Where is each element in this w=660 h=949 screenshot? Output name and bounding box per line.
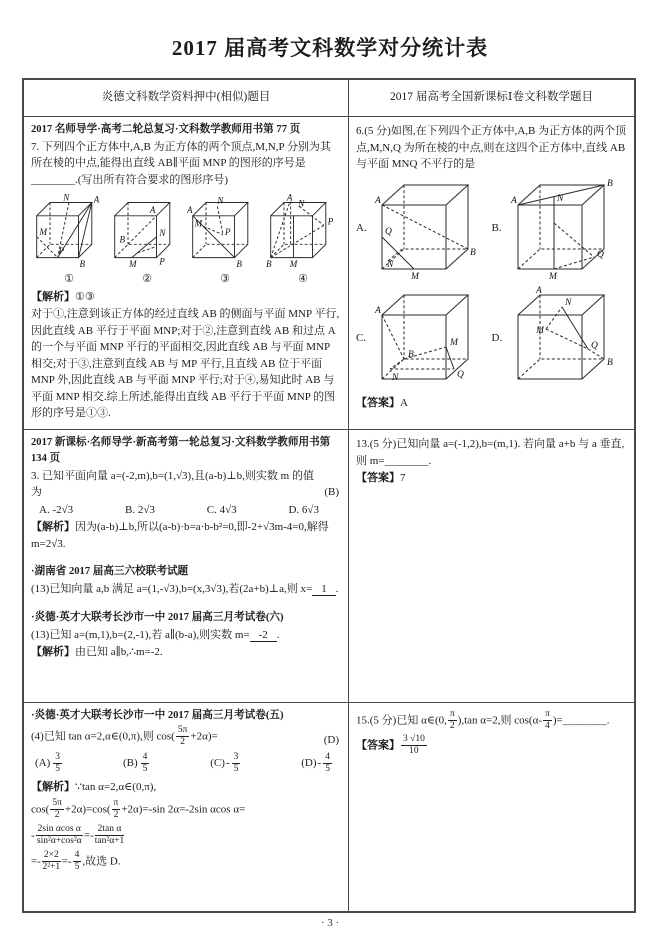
point-label-a: A — [187, 205, 193, 216]
cube-figure-1 — [31, 191, 107, 288]
cube-b-svg — [510, 175, 622, 283]
choice-label: (A) — [35, 757, 51, 770]
problem-text: 7. 下列四个正方体中,A,B 为正方体的两个顶点,M,N,P 分别为其所在棱的中点,能得出直线 AB∥平面 MNP 的图形的序号是________.(写出所有符合要求的图形序号) — [31, 140, 331, 186]
point-label-b: B — [470, 247, 476, 258]
fraction — [50, 798, 64, 822]
choice-c: C. 4√3 — [206, 503, 237, 516]
option-label-b: B. — [491, 222, 502, 235]
fraction — [42, 850, 61, 874]
figure-caption-4: ④ — [298, 273, 308, 286]
point-label-m: M — [535, 325, 544, 336]
answer-value: 7 — [400, 472, 406, 484]
point-label-n: N — [387, 259, 394, 270]
point-label-b: B — [606, 357, 613, 368]
answer-label: 【答案】 — [356, 739, 400, 752]
problem-answer-letter: (D) — [323, 734, 339, 747]
point-label-n: N — [159, 228, 166, 239]
point-label-b: B — [606, 178, 613, 189]
sub2-analysis-body: 由已知 a∥b,∴m=-2. — [75, 646, 163, 659]
choices-row — [31, 750, 341, 778]
analysis-label: 【解析】 — [31, 521, 75, 534]
frac-num: π — [112, 798, 121, 810]
problem-text — [356, 709, 627, 733]
problem-text: 6.(5 分)如图,在下列四个正方体中,A,B 为正方体的两个顶点,M,N,Q 为所在棱的中点,则在这四个正方体中,直线 AB 与平面 MNQ 不平行的是 — [356, 125, 627, 170]
cube-figure-2 — [109, 191, 185, 288]
frac-den: 5 — [55, 764, 61, 775]
answer-fraction — [401, 734, 427, 758]
point-label-m: M — [194, 218, 203, 229]
source-line: 2017 名师导学·高考二轮总复习·文科数学教师用书第 77 页 — [31, 124, 301, 135]
frac-den: 2 — [180, 737, 185, 748]
p2: ),tan α=2,则 cos(α- — [457, 714, 543, 727]
sub-analysis-2 — [31, 644, 341, 661]
cube-3-svg — [187, 191, 263, 271]
choice-c — [210, 752, 241, 776]
point-label-n: N — [564, 297, 571, 308]
analysis-label: 【解析】 — [31, 290, 75, 303]
point-label-q: Q — [457, 369, 464, 380]
fraction — [176, 725, 190, 749]
a4-pre: =- — [31, 854, 41, 867]
point-label-n: N — [392, 372, 399, 383]
cube-c-lines — [382, 315, 454, 369]
cell-row1-left — [24, 117, 349, 430]
point-label-p: P — [225, 227, 231, 238]
point-label-m: M — [39, 227, 48, 238]
figure-caption-1: ① — [64, 273, 74, 286]
frac-den: 5 — [74, 861, 80, 872]
fraction — [232, 752, 241, 776]
cell-row3-left — [24, 703, 349, 911]
cube-c-svg — [374, 285, 486, 393]
choice-label: (C) — [210, 757, 225, 770]
point-label-n: N — [298, 198, 305, 209]
point-label-m: M — [450, 337, 458, 348]
frac-den: 10 — [409, 746, 419, 757]
frac-den: sin²α+cos²α — [36, 836, 82, 847]
a2-mid: +2α)=cos( — [64, 803, 111, 816]
fraction — [112, 798, 121, 822]
a4-mid: =- — [61, 854, 72, 867]
analysis-line-3 — [31, 824, 341, 848]
frac-num: 4 — [323, 752, 332, 764]
answer-line — [356, 470, 627, 487]
a2-post: +2α)=-sin 2α=-2sin αcos α= — [121, 803, 246, 816]
cube-c-labels — [374, 306, 464, 383]
p-pre: (4)已知 tan α=2,α∈(0,π),则 cos( — [31, 730, 175, 743]
sub2-pre: (13)已知 a=(m,1),b=(2,-1),若 a∥(b-a),则实数 m= — [31, 628, 250, 641]
choice-sign: - — [317, 757, 322, 770]
cell-row2-right — [349, 430, 634, 703]
cube-3-edges — [193, 203, 248, 258]
choice-d: D. 6√3 — [288, 503, 319, 516]
frac-den: 2²+1 — [42, 861, 61, 872]
analysis-label: 【解析】 — [31, 781, 75, 794]
sub2-blank-value: -2 — [250, 629, 277, 642]
cube-figure-4 — [265, 191, 341, 288]
frac-den: 2 — [54, 810, 60, 821]
analysis-label: 【解析】 — [31, 646, 75, 659]
fraction — [141, 752, 150, 776]
option-cube-grid — [356, 175, 627, 393]
frac-num: 3 — [53, 752, 62, 764]
analysis-answer: ①③ — [75, 290, 95, 303]
choice-sign: - — [225, 757, 230, 770]
frac-num: 5π — [176, 725, 190, 737]
option-cube-a — [356, 175, 492, 283]
sub1-pre: (13)已知向量 a,b 满足 a=(1,-√3),b=(x,3√3),若(2a+b)⊥a,则 x= — [31, 583, 313, 596]
option-label-a: A. — [356, 222, 367, 235]
choice-b: B. 2√3 — [125, 503, 155, 516]
choice-label: (D) — [301, 757, 317, 770]
frac-den: tan²α+1 — [94, 836, 125, 847]
choice-a — [35, 752, 63, 776]
sub-problem-1 — [31, 581, 341, 598]
point-label-q: Q — [590, 340, 598, 351]
fraction — [323, 752, 332, 776]
frac-den: 2 — [113, 810, 119, 821]
fraction — [36, 824, 83, 848]
document-table — [22, 78, 636, 913]
sub1-post: . — [335, 583, 339, 596]
cube-a-svg — [374, 175, 486, 283]
cube-2-svg — [109, 191, 185, 271]
cube-2-labels — [119, 205, 166, 269]
frac-num: 4 — [73, 850, 82, 862]
cube-1-svg — [31, 191, 107, 271]
fraction — [448, 709, 457, 733]
cube-4-edges — [271, 203, 326, 258]
analysis-line-4 — [31, 850, 341, 874]
problem-text — [31, 725, 341, 749]
cube-a-lines — [382, 205, 468, 269]
analysis-text — [31, 519, 341, 552]
sub-source-2: ·炎德·英才大联考长沙市一中 2017 届高三月考试卷(六) — [31, 611, 284, 623]
analysis-line-1 — [31, 779, 341, 796]
p-post: +2α)= — [190, 730, 218, 743]
analysis-body: 因为(a-b)⊥b,所以(a-b)·b=a·b-b²=0,即-2+√3m-4=0,解得 m=2√3. — [31, 521, 329, 550]
point-label-p: P — [159, 256, 165, 267]
point-label-b: B — [236, 259, 242, 270]
analysis-head — [31, 289, 341, 306]
problem-answer-letter: (B) — [324, 486, 339, 499]
point-label-q: Q — [385, 226, 392, 237]
option-label-d: D. — [491, 332, 503, 345]
cube-figure-3 — [187, 191, 263, 288]
frac-num: 5π — [50, 798, 64, 810]
col-header-right-text: 2017 届高考全国新课标Ⅰ卷文科数学题目 — [390, 91, 593, 104]
point-label-n: N — [556, 193, 563, 204]
point-label-m: M — [128, 259, 137, 270]
point-label-n: N — [217, 195, 224, 206]
frac-num: 2tan α — [95, 824, 125, 836]
col-header-right — [349, 80, 634, 117]
frac-num: 2sin αcos α — [36, 824, 83, 836]
fraction — [53, 752, 62, 776]
point-label-n: N — [63, 192, 70, 203]
answer-value: A — [400, 396, 408, 409]
figure-caption-3: ③ — [220, 273, 230, 286]
fraction — [95, 824, 125, 848]
answer-line — [356, 734, 627, 758]
frac-den: 5 — [142, 764, 148, 775]
page-number: · 3 · — [320, 917, 340, 929]
point-label-b: B — [265, 259, 272, 270]
fraction — [543, 709, 552, 733]
problem-text — [31, 468, 341, 501]
a2-pre: cos( — [31, 803, 50, 816]
point-label-b: B — [79, 259, 85, 270]
sub2-post: . — [276, 628, 280, 641]
frac-num: 3 — [232, 752, 241, 764]
p1: 15.(5 分)已知 α∈(0, — [356, 714, 447, 727]
option-label-c: C. — [356, 332, 367, 345]
choices-row — [31, 502, 341, 519]
cube-4-svg — [265, 191, 341, 271]
point-label-a: A — [286, 192, 293, 203]
frac-den: 5 — [325, 764, 330, 775]
point-label-a: A — [375, 305, 381, 316]
point-label-a: A — [375, 195, 381, 206]
point-label-m: M — [411, 271, 419, 282]
point-label-b: B — [408, 349, 414, 360]
point-label-m: M — [289, 259, 298, 270]
analysis-text: 对于①,注意到该正方体的经过直线 AB 的侧面与平面 MNP 平行,因此直线 AB 平行于平面 MNP;对于②,注意到直线 AB 和过点 A 的一个与平面 MNP 平行的平面相交,因此直线 AB 与平面 MNP 相交;对于③,注意到直线 AB 与 MP 平行,且直线 AB 位于平面 MNP 外,因此直线 AB 与平面 MNP 平行;对于④,易知此时 AB 与平面 MNP 相交.综上所述,能得出直线 AB 平行于平面 MNP 的图形的序号是①③. — [31, 308, 340, 420]
cube-c-edges — [382, 295, 468, 379]
fraction — [73, 850, 82, 874]
point-label-a: A — [510, 195, 517, 206]
figure-caption-2: ② — [142, 273, 152, 286]
problem-text: 13.(5 分)已知向量 a=(-1,2),b=(m,1). 若向量 a+b 与 a 垂直,则 m=________. — [356, 438, 625, 467]
frac-num: π — [543, 709, 552, 721]
a1-text: ∵tan α=2,α∈(0,π), — [75, 781, 157, 794]
point-label-a: A — [535, 285, 542, 296]
p3: )=________. — [552, 714, 610, 727]
col-header-left — [24, 80, 349, 117]
cell-row3-right — [349, 703, 634, 911]
choice-d — [301, 752, 333, 776]
point-label-m: M — [548, 271, 557, 282]
col-header-left-text: 炎德文科数学资料押中(相似)题目 — [101, 91, 271, 104]
sub-source-1: ·湖南省 2017 届高三六校联考试题 — [31, 566, 189, 578]
point-label-a: A — [149, 205, 156, 216]
problem-body: 3. 已知平面向量 a=(-2,m),b=(1,√3),且(a-b)⊥b,则实数 m 的值为 — [31, 469, 314, 499]
point-label-q: Q — [596, 249, 604, 260]
answer-label: 【答案】 — [356, 396, 400, 409]
frac-num: π — [448, 709, 457, 721]
answer-label: 【答案】 — [356, 472, 400, 484]
point-label-a: A — [93, 194, 100, 205]
cube-figures-row — [31, 191, 341, 288]
analysis-line-2 — [31, 798, 341, 822]
source-line: ·炎德·英才大联考长沙市一中 2017 届高三月考试卷(五) — [31, 710, 284, 721]
point-label-p: P — [58, 246, 65, 257]
page-title: 2017 届高考文科数学对分统计表 — [171, 36, 489, 60]
sub-problem-2 — [31, 627, 341, 644]
option-cube-b — [492, 175, 628, 283]
cell-row1-right — [349, 117, 634, 430]
a4-post: ,故选 D. — [82, 854, 121, 867]
frac-den: 5 — [233, 764, 239, 775]
point-label-p: P — [327, 216, 334, 227]
option-cube-c — [356, 285, 492, 393]
a3-mid: =- — [83, 829, 94, 842]
a3-pre: - — [31, 829, 35, 842]
frac-den: 2 — [449, 721, 455, 732]
frac-num: 3 √10 — [401, 734, 427, 746]
point-label-b: B — [119, 234, 125, 245]
cube-d-svg — [510, 285, 622, 393]
choice-b — [123, 752, 150, 776]
frac-num: 2×2 — [42, 850, 61, 862]
choice-a: A. -2√3 — [39, 503, 74, 516]
frac-num: 4 — [141, 752, 150, 764]
answer-line — [356, 395, 627, 412]
cell-row2-left — [24, 430, 349, 703]
option-cube-d — [492, 285, 628, 393]
source-line: 2017 新课标·名师导学·新高考第一轮总复习·文科数学教师用书第 134 页 — [31, 437, 331, 464]
sub1-blank-value: 1 — [312, 583, 336, 596]
choice-label: (B) — [122, 757, 138, 770]
cube-2-lines — [128, 216, 157, 258]
frac-den: 4 — [545, 721, 550, 732]
